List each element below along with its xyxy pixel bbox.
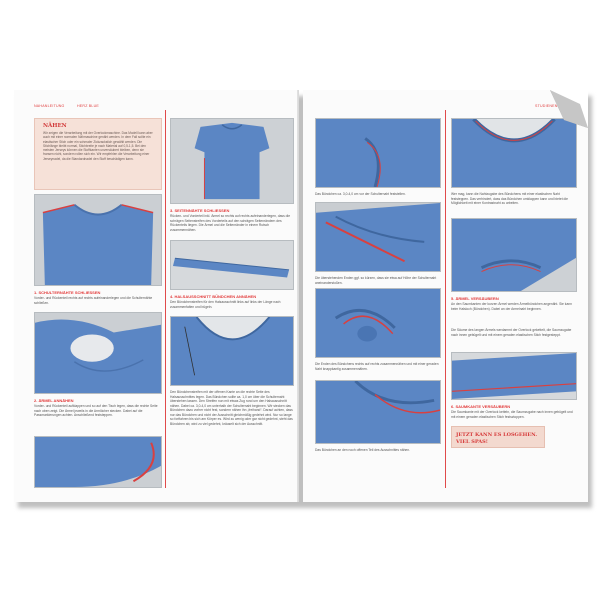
photo-hem bbox=[451, 352, 577, 400]
closing-line-1: JETZT KANN ES LOSGEHEN. bbox=[456, 432, 538, 438]
intro-text: Wir zeigen die Verarbeitung mit der Overlockmaschine. Das Modell kann aber auch mit einer normalen Nähmaschine genäht werden. In dem Fall sollte ein elastischer Stich oder ein schmaler Zickzackstich gewählt werden. Die Stichlänge bleibt normal, Stichbreite je nach Material auf 0,5-1,5. Bei den meisten Jerseys können die Stoffkanten unversäubert bleiben, denn sie fransen nicht, sondern rollen sich ein. Wir empfehlen die Verarbeitung einer Jerseynadel, da die Standardnadel den Stoff beschädigen kann. bbox=[43, 131, 153, 161]
step-4d-text: Die überstehenden Enden ggf. so kürzen, dass sie etwa auf Höhe der Schulternaht aneinanderstoßen. bbox=[315, 276, 437, 285]
step-5b-text: Die Säume des langen Ärmels werdammt der Overlock gekettelt, die Saumzugabe nach innen gebügelt und mit einem geraden elastischen Stich festgesteppt. bbox=[451, 328, 572, 337]
right-page bbox=[303, 90, 588, 502]
photo-neckband-strip bbox=[170, 240, 294, 290]
step-4g-text: Wer mag, kann die Nahtzugabe des Bündchens mit einer elastischen Naht feststeppen. Das verhindert, dass das Bündchen umklappen kann und bietet die Möglichkeit mit einer Kontrastnaht zu arbeiten. bbox=[451, 192, 568, 205]
step-2-text: Vorder- und Rückenteil aufklappen und so auf den Tisch legen, dass die rechte Seite nach oben zeigt. Die Ärmel jeweils in die Armlöcher stecken. Dabei auf die Passmarkierungen achten. Anschließend feststeppen. bbox=[34, 404, 158, 417]
step-6-title: 6. SAUMKANTE VERSÄUBERN bbox=[451, 404, 511, 409]
intro-note bbox=[34, 118, 162, 190]
photo-neckline-finished bbox=[451, 118, 577, 188]
left-page bbox=[14, 90, 299, 502]
step-3-text: Rücken- und Vorderteil inkl. Ärmel so rechts auf rechts aufeinanderlegen, dass die schrägen Seitenstreifen des Vorderteils auf den schrägen Seitenrändern des Rückenteils liegen. Die Ärmel und die Seitenränder in einem Rutsch zusammennähen. bbox=[170, 214, 291, 232]
page-curl-icon bbox=[550, 90, 588, 128]
photo-sleeve-hem bbox=[451, 218, 577, 292]
step-1-title: 1. SCHULTERNÄHTE SCHLIESSEN bbox=[34, 290, 101, 295]
step-2-title: 2. ÄRMEL ANNÄHEN bbox=[34, 398, 74, 403]
intro-title: NÄHEN bbox=[43, 123, 67, 129]
step-3-title: 3. SEITENNÄHTE SCHLIESSEN bbox=[170, 208, 230, 213]
magazine-spread bbox=[14, 90, 588, 502]
photo-neckband-join bbox=[315, 288, 441, 358]
photo-neckband-pin bbox=[315, 118, 441, 188]
step-4c-text: Das Bündchen ca. 3,0-4,0 cm vor der Schulternaht feststellen. bbox=[315, 192, 406, 196]
closing-note bbox=[451, 426, 545, 448]
step-4b-text: Den Bündchenstreifen mit der offenen Kante an die rechte Seite des Halsausschnittes legen. Das Bündchen sollte ca. 1,0 cm über die Schulternaht überstehen lassen. Den Streifen nun mit etwas Zug rund um den Halsausschnitt nähen. Dabei ca. 3,0-4,0 cm unterhalb der Schulternaht beginnen. Wir stecken das Bündchen dazu vorher nicht fest, sondern nähen ihn „freihand“. Darauf achten, dass nur das Bündchen und nicht der Ausschnitt gleichmäßig gedehnt wird. Nur so lange so fortfahren bis sich am Körper es. Wird zu wenig oder gar nicht gedehnt, steht das Bündchen ab, wird zu viel gedehnt, kräuselt sich der Ausschnitt. bbox=[170, 390, 293, 426]
step-1-text: Vorder- und Rückenteil rechts auf rechts aufeinanderlegen und die Schulternähte schließen. bbox=[34, 296, 153, 305]
photo-neckband-finish bbox=[315, 380, 441, 444]
page-header-subsection: HERZ BLUE bbox=[77, 104, 99, 108]
gutter-shade bbox=[297, 90, 299, 502]
step-5-title: 5. ÄRMEL VERSÄUBERN bbox=[451, 296, 499, 301]
step-5-text: An den Saumkanten der kurzen Ärmel werden Ärmelbündchen angenäht. Sie kann beim Halsloch (Bündchen). Dabei an der Armelnaht beginnen. bbox=[451, 302, 572, 311]
photo-shirt-front bbox=[34, 194, 162, 286]
page-header-right: STUDIENEN bbox=[535, 104, 558, 108]
step-4-text: Den Bündchenstreifen für den Halsausschnitt links auf links der Länge nach zusammenfalten und bügeln. bbox=[170, 300, 281, 309]
step-6-text: Die Saumkante mit der Overlock ketteln, die Saumzugabe nach innen gebügelt und mit einem geraden elastischen Stich festsztoppen. bbox=[451, 410, 573, 419]
page-header-section: NAHANLEITUNG bbox=[34, 104, 65, 108]
closing-line-2: VIEL SPAS! bbox=[456, 438, 488, 445]
photo-sleeve-attach bbox=[34, 312, 162, 394]
photo-neckband-trim bbox=[315, 202, 441, 272]
column-rule bbox=[165, 110, 166, 488]
column-rule-right bbox=[445, 110, 446, 488]
photo-shirt-folded bbox=[170, 118, 294, 204]
step-4f-text: Das Bündchen an den noch offenen Teil des Ausschnittes nähen. bbox=[315, 448, 411, 452]
step-4-title: 4. HALSAUSSCHNITT BÜNDCHEN ANNÄHEN bbox=[170, 294, 257, 299]
photo-neckline bbox=[170, 316, 294, 386]
photo-sleeve-edge bbox=[34, 436, 162, 488]
closing-text bbox=[456, 432, 542, 445]
step-4e-text: Die Enden des Bündchens rechts auf rechts zusammennähen und mit einer geraden Naht knappkantig zusammennähen. bbox=[315, 362, 439, 371]
